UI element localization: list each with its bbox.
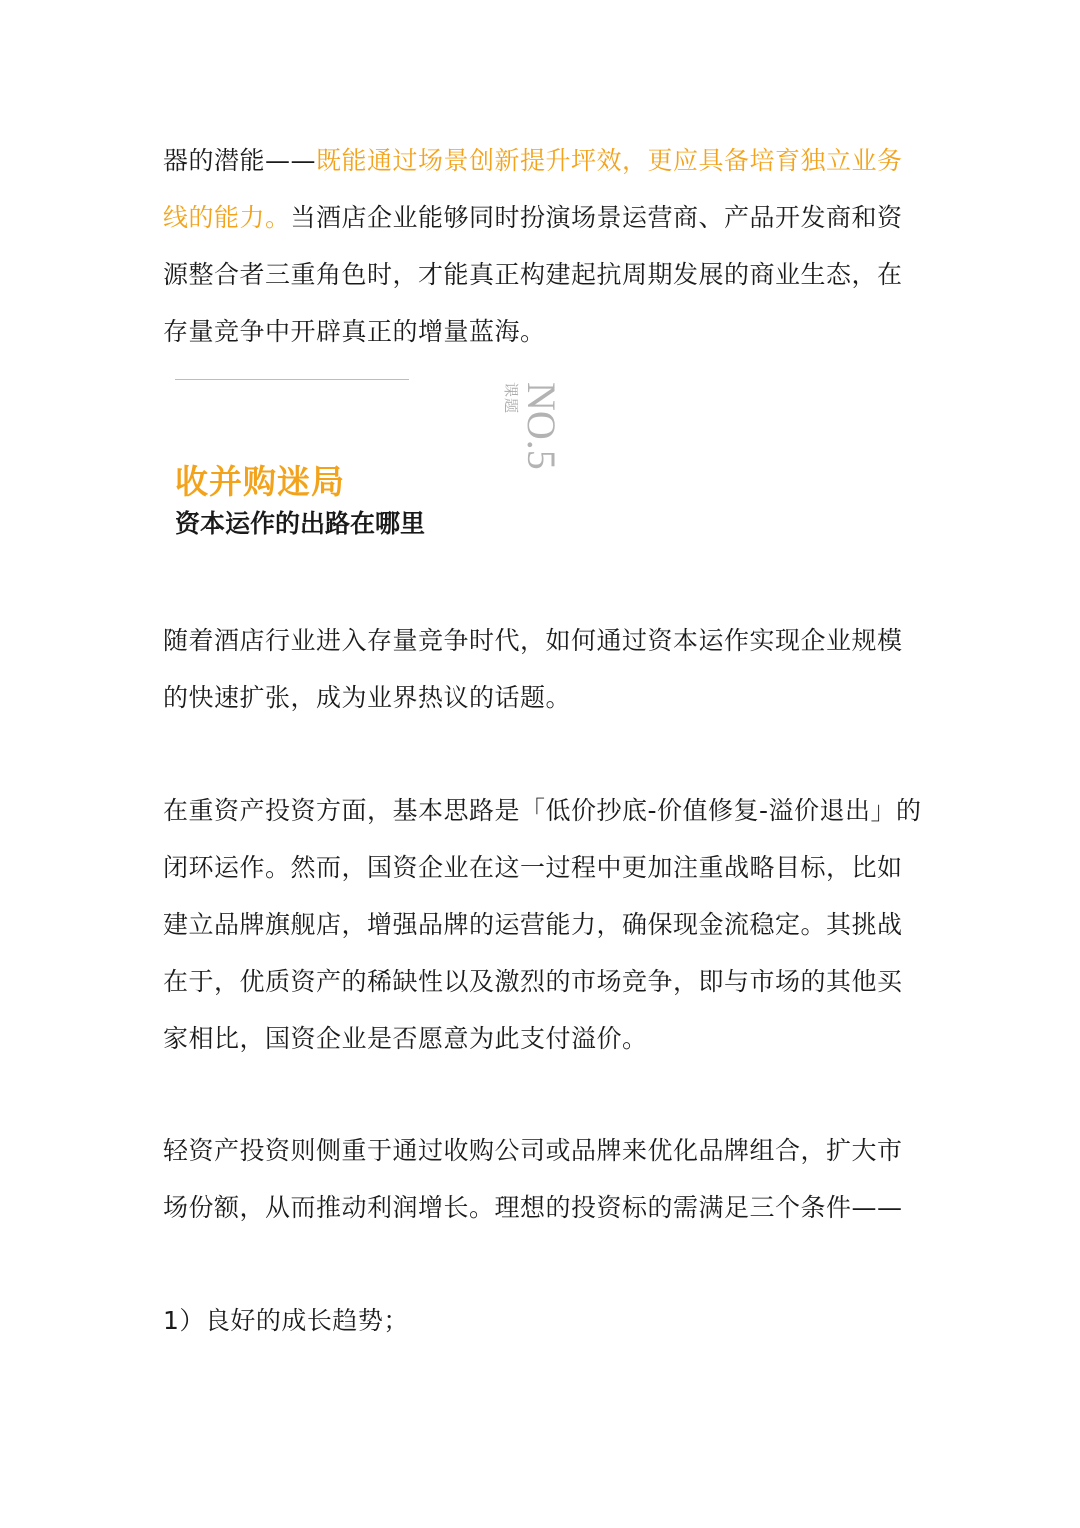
list-item: 1）良好的成长趋势； [163, 1306, 409, 1335]
section-subtitle: 资本运作的出路在哪里 [175, 509, 426, 538]
section-title: 收并购迷局 [175, 462, 345, 501]
section-number: NO.5 [519, 382, 564, 470]
intro-rest: 当酒店企业能够同时扮演场景运营商、产品开发商和资源整合者三重角色时，才能真正构建起抗周期发展的商业生态，在存量竞争中开辟真正的增量蓝海。 [163, 203, 903, 346]
intro-highlight: 既能通过场景创新提升坪效，更应具备培育独立业务线的能力。 [163, 146, 903, 232]
section-tag: 课题 [502, 382, 520, 415]
section-number-badge [498, 380, 568, 472]
body-paragraph: 在重资产投资方面，基本思路是「低价抄底-价值修复-溢价退出」的闭环运作。然而，国资企业在这一过程中更加注重战略目标，比如建立品牌旗舰店，增强品牌的运营能力，确保现金流稳定。其挑战在于，优质资产的稀缺性以及激烈的市场竞争，即与市场的其他买家相比，国资企业是否愿意为此支付溢价。 [163, 796, 922, 1053]
intro-lead: 器的潜能—— [163, 146, 317, 175]
body-paragraph: 随着酒店行业进入存量竞争时代，如何通过资本运作实现企业规模的快速扩张，成为业界热议的话题。 [163, 626, 903, 712]
section-divider [175, 379, 409, 380]
body-paragraph: 轻资产投资则侧重于通过收购公司或品牌来优化品牌组合，扩大市场份额，从而推动利润增长。理想的投资标的需满足三个条件—— [163, 1136, 903, 1222]
intro-paragraph [163, 132, 923, 360]
